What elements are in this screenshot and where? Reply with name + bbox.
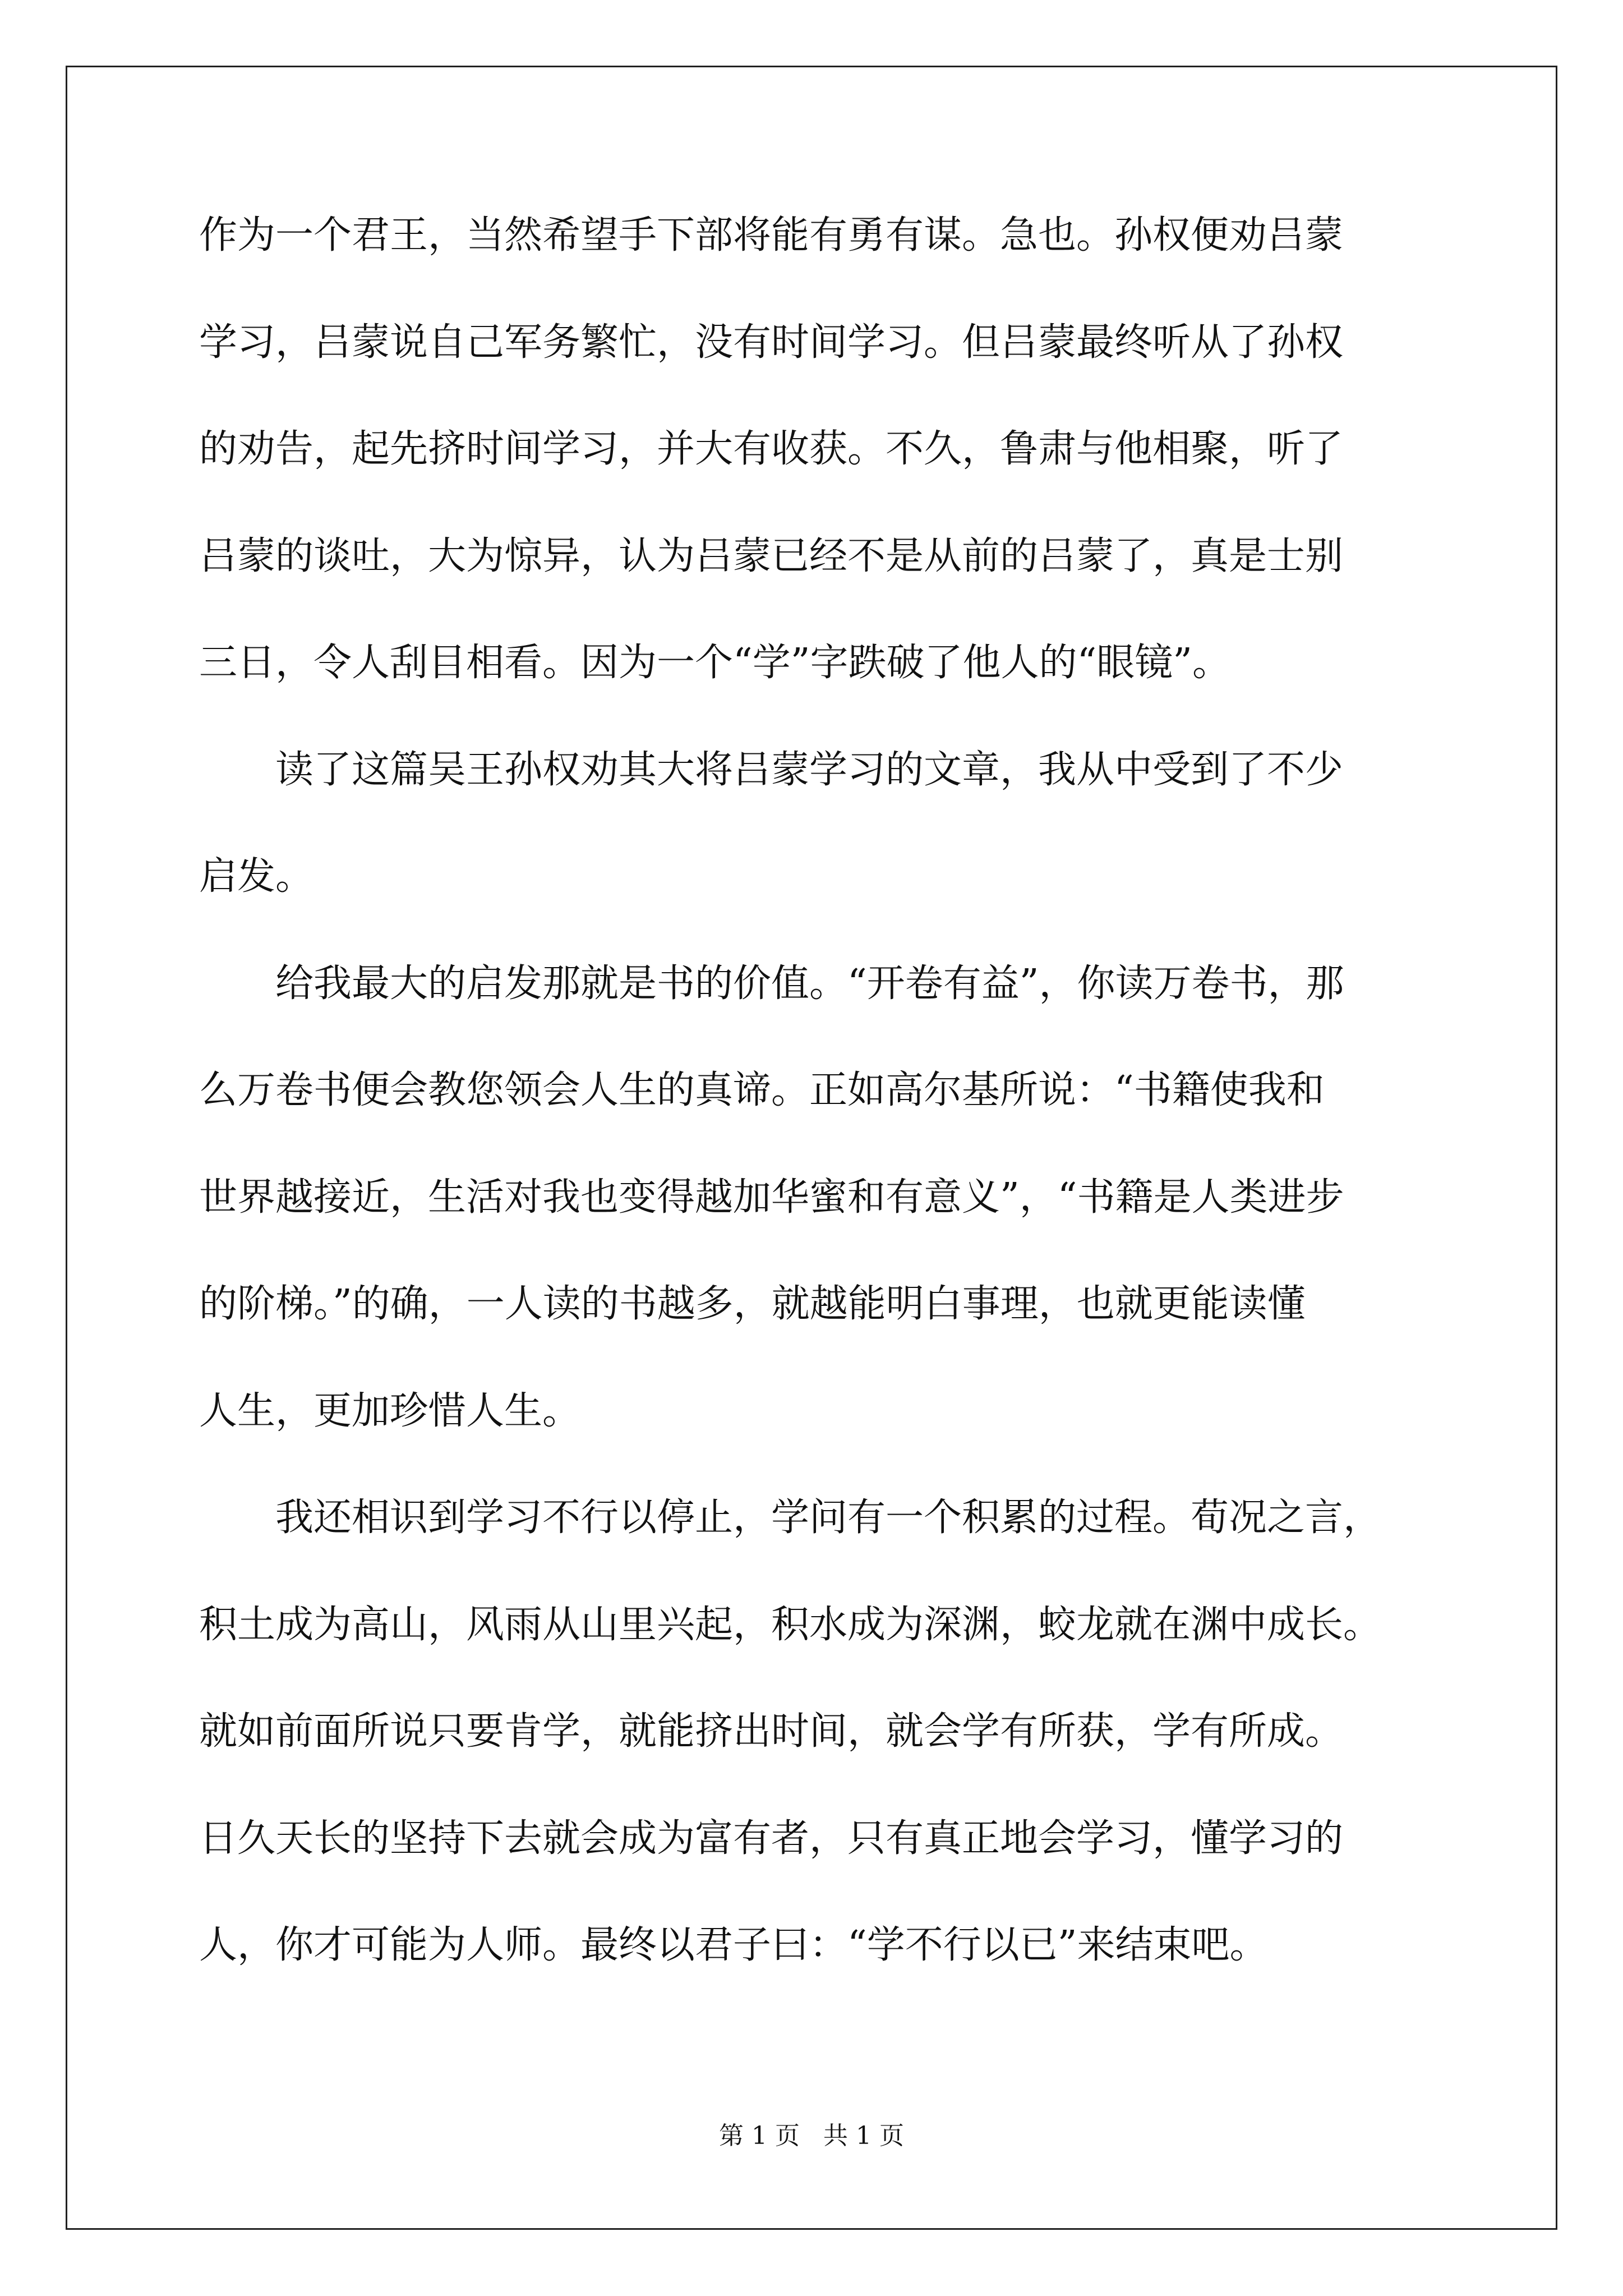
text-line: 读了这篇吴王孙权劝其大将吕蒙学习的文章，我从中受到了不少 xyxy=(199,747,1344,792)
text-line: 人生，更加珍惜人生。 xyxy=(199,1388,581,1433)
page-number: 第 1 页 xyxy=(719,2122,800,2150)
page-total: 共 1 页 xyxy=(823,2122,904,2150)
text-line: 人，你才可能为人师。最终以君子曰：“学不行以已”来结束吧。 xyxy=(199,1923,1268,1967)
text-line: 学习，吕蒙说自己军务繁忙，没有时间学习。但吕蒙最终听从了孙权 xyxy=(199,320,1344,365)
text-line: 给我最大的启发那就是书的价值。“开卷有益”，你读万卷书，那 xyxy=(199,961,1344,1006)
text-line: 日久天长的坚持下去就会成为富有者，只有真正地会学习，懂学习的 xyxy=(199,1816,1344,1861)
text-line: 的阶梯。”的确，一人读的书越多，就越能明白事理，也就更能读懂 xyxy=(199,1282,1306,1326)
text-line: 的劝告，起先挤时间学习，并大有收获。不久，鲁肃与他相聚，听了 xyxy=(199,427,1344,471)
text-line: 就如前面所说只要肯学，就能挤出时间，就会学有所获，学有所成。 xyxy=(199,1709,1344,1754)
page-footer xyxy=(0,2119,1623,2153)
text-line: 我还相识到学习不行以停止，学问有一个积累的过程。荀况之言， xyxy=(199,1496,1382,1540)
document-body xyxy=(199,199,1467,2016)
text-line: 作为一个君王，当然希望手下部将能有勇有谋。急也。孙权便劝吕蒙 xyxy=(199,213,1344,257)
text-line: 启发。 xyxy=(199,854,314,899)
text-line: 世界越接近，生活对我也变得越加华蜜和有意义”，“书籍是人类进步 xyxy=(199,1175,1344,1220)
text-line: 积土成为高山，风雨从山里兴起，积水成为深渊，蛟龙就在渊中成长。 xyxy=(199,1602,1382,1647)
text-line: 三日，令人刮目相看。因为一个“学”字跌破了他人的“眼镜”。 xyxy=(199,641,1231,685)
text-line: 吕蒙的谈吐，大为惊异，认为吕蒙已经不是从前的吕蒙了，真是士别 xyxy=(199,533,1344,578)
text-line: 么万卷书便会教您领会人生的真谛。正如高尔基所说：“书籍使我和 xyxy=(199,1068,1325,1112)
